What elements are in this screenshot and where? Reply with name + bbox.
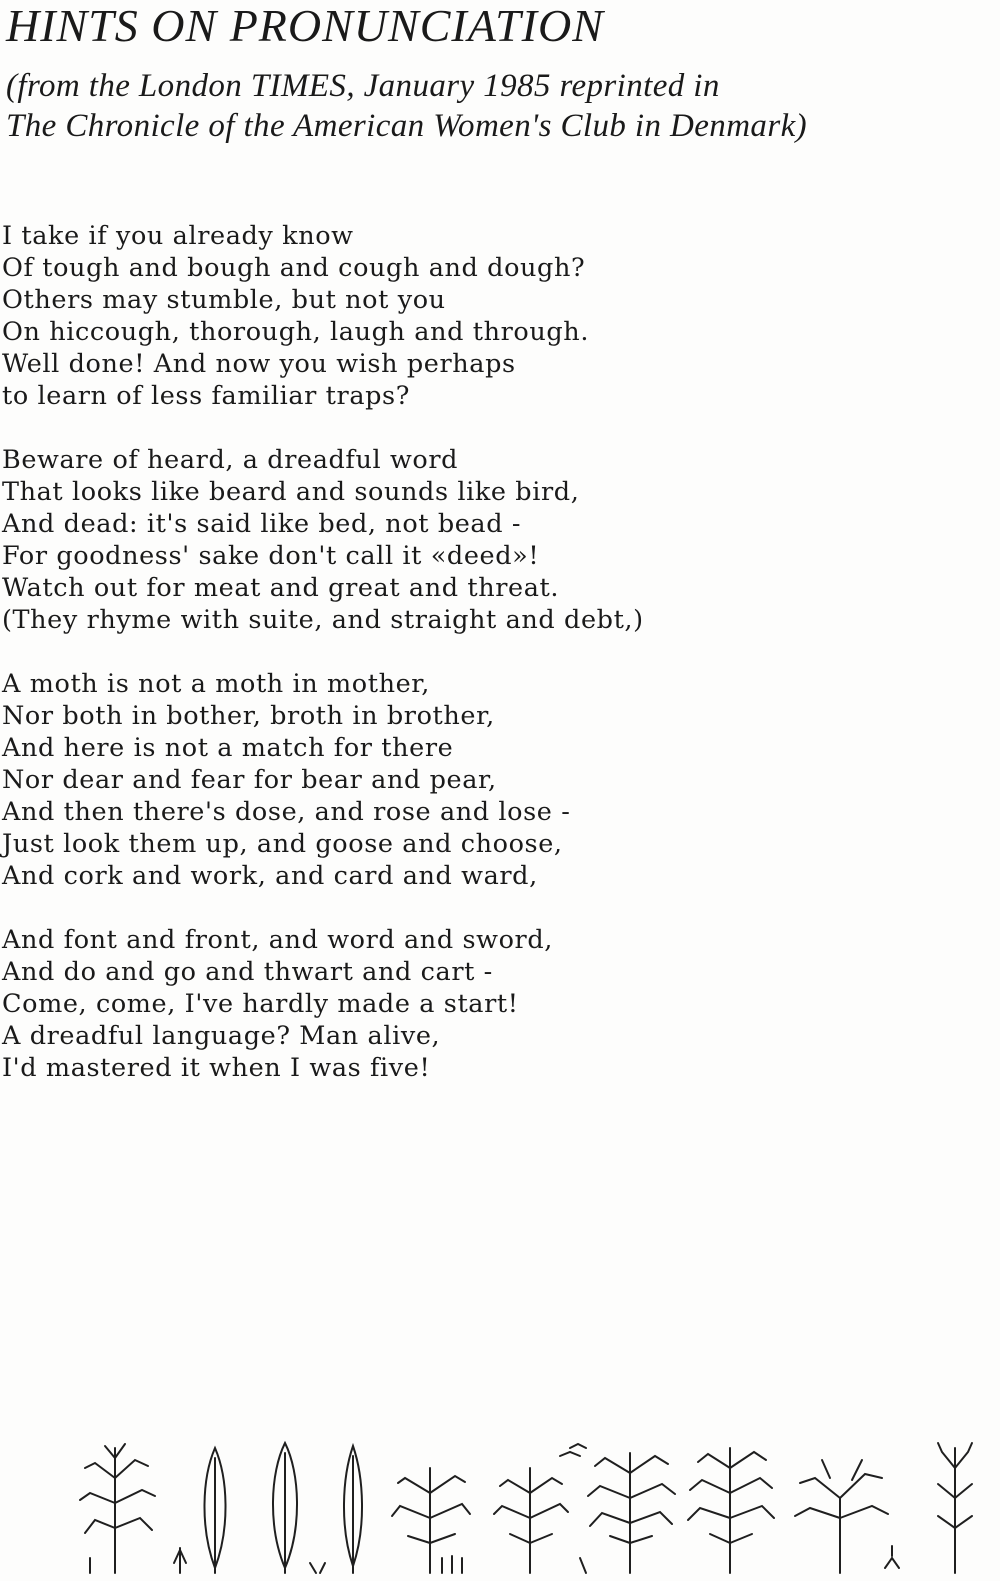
poem-line: to learn of less familiar traps? bbox=[2, 381, 410, 411]
poem-line: A dreadful language? Man alive, bbox=[2, 1021, 441, 1051]
source-line-2: The Chronicle of the American Women's Club in Denmark) bbox=[6, 108, 808, 144]
poem bbox=[2, 220, 644, 1116]
poem-line: And font and front, and word and sword, bbox=[2, 925, 553, 955]
poem-line: On hiccough, thorough, laugh and through. bbox=[2, 317, 590, 347]
poem-line: Well done! And now you wish perhaps bbox=[2, 349, 516, 379]
stanza-2 bbox=[2, 444, 644, 636]
poem-line: And dead: it's said like bed, not bead - bbox=[2, 509, 522, 539]
poem-line: For goodness' sake don't call it «deed»! bbox=[2, 541, 540, 571]
tree-icon bbox=[580, 1453, 675, 1573]
poem-line: And then there's dose, and rose and lose - bbox=[2, 797, 571, 827]
tree-icon bbox=[938, 1443, 972, 1573]
tree-icon bbox=[273, 1443, 297, 1573]
stanza-4 bbox=[2, 924, 644, 1084]
poem-line: Just look them up, and goose and choose, bbox=[2, 829, 563, 859]
tree-row-illustration-icon bbox=[70, 1438, 995, 1578]
poem-line: And here is not a match for there bbox=[2, 733, 454, 763]
tree-icon bbox=[310, 1446, 362, 1573]
poem-line: Nor both in bother, broth in brother, bbox=[2, 701, 495, 731]
tree-icon bbox=[392, 1468, 470, 1573]
stanza-3 bbox=[2, 668, 644, 892]
poem-line: A moth is not a moth in mother, bbox=[2, 669, 430, 699]
poem-line: Of tough and bough and cough and dough? bbox=[2, 253, 586, 283]
tree-icon bbox=[688, 1448, 774, 1573]
poem-line: Watch out for meat and great and threat. bbox=[2, 573, 560, 603]
source-citation bbox=[6, 66, 807, 146]
poem-line: (They rhyme with suite, and straight and debt,) bbox=[2, 605, 644, 635]
poem-line: Others may stumble, but not you bbox=[2, 285, 446, 315]
poem-line: That looks like beard and sounds like bird, bbox=[2, 477, 580, 507]
tree-icon bbox=[494, 1444, 586, 1573]
page-title: HINTS ON PRONUNCIATION bbox=[6, 0, 604, 51]
source-line-1: (from the London TIMES, January 1985 reprinted in bbox=[6, 68, 720, 104]
tree-icon bbox=[795, 1460, 899, 1573]
poem-line: Nor dear and fear for bear and pear, bbox=[2, 765, 497, 795]
poem-line: And do and go and thwart and cart - bbox=[2, 957, 493, 987]
poem-line: Beware of heard, a dreadful word bbox=[2, 445, 459, 475]
tree-icon bbox=[204, 1448, 225, 1573]
poem-line: I'd mastered it when I was five! bbox=[2, 1053, 431, 1083]
poem-line: And cork and work, and card and ward, bbox=[2, 861, 538, 891]
tree-icon bbox=[80, 1444, 186, 1573]
stanza-1 bbox=[2, 220, 644, 412]
poem-line: Come, come, I've hardly made a start! bbox=[2, 989, 519, 1019]
poem-line: I take if you already know bbox=[2, 221, 354, 251]
